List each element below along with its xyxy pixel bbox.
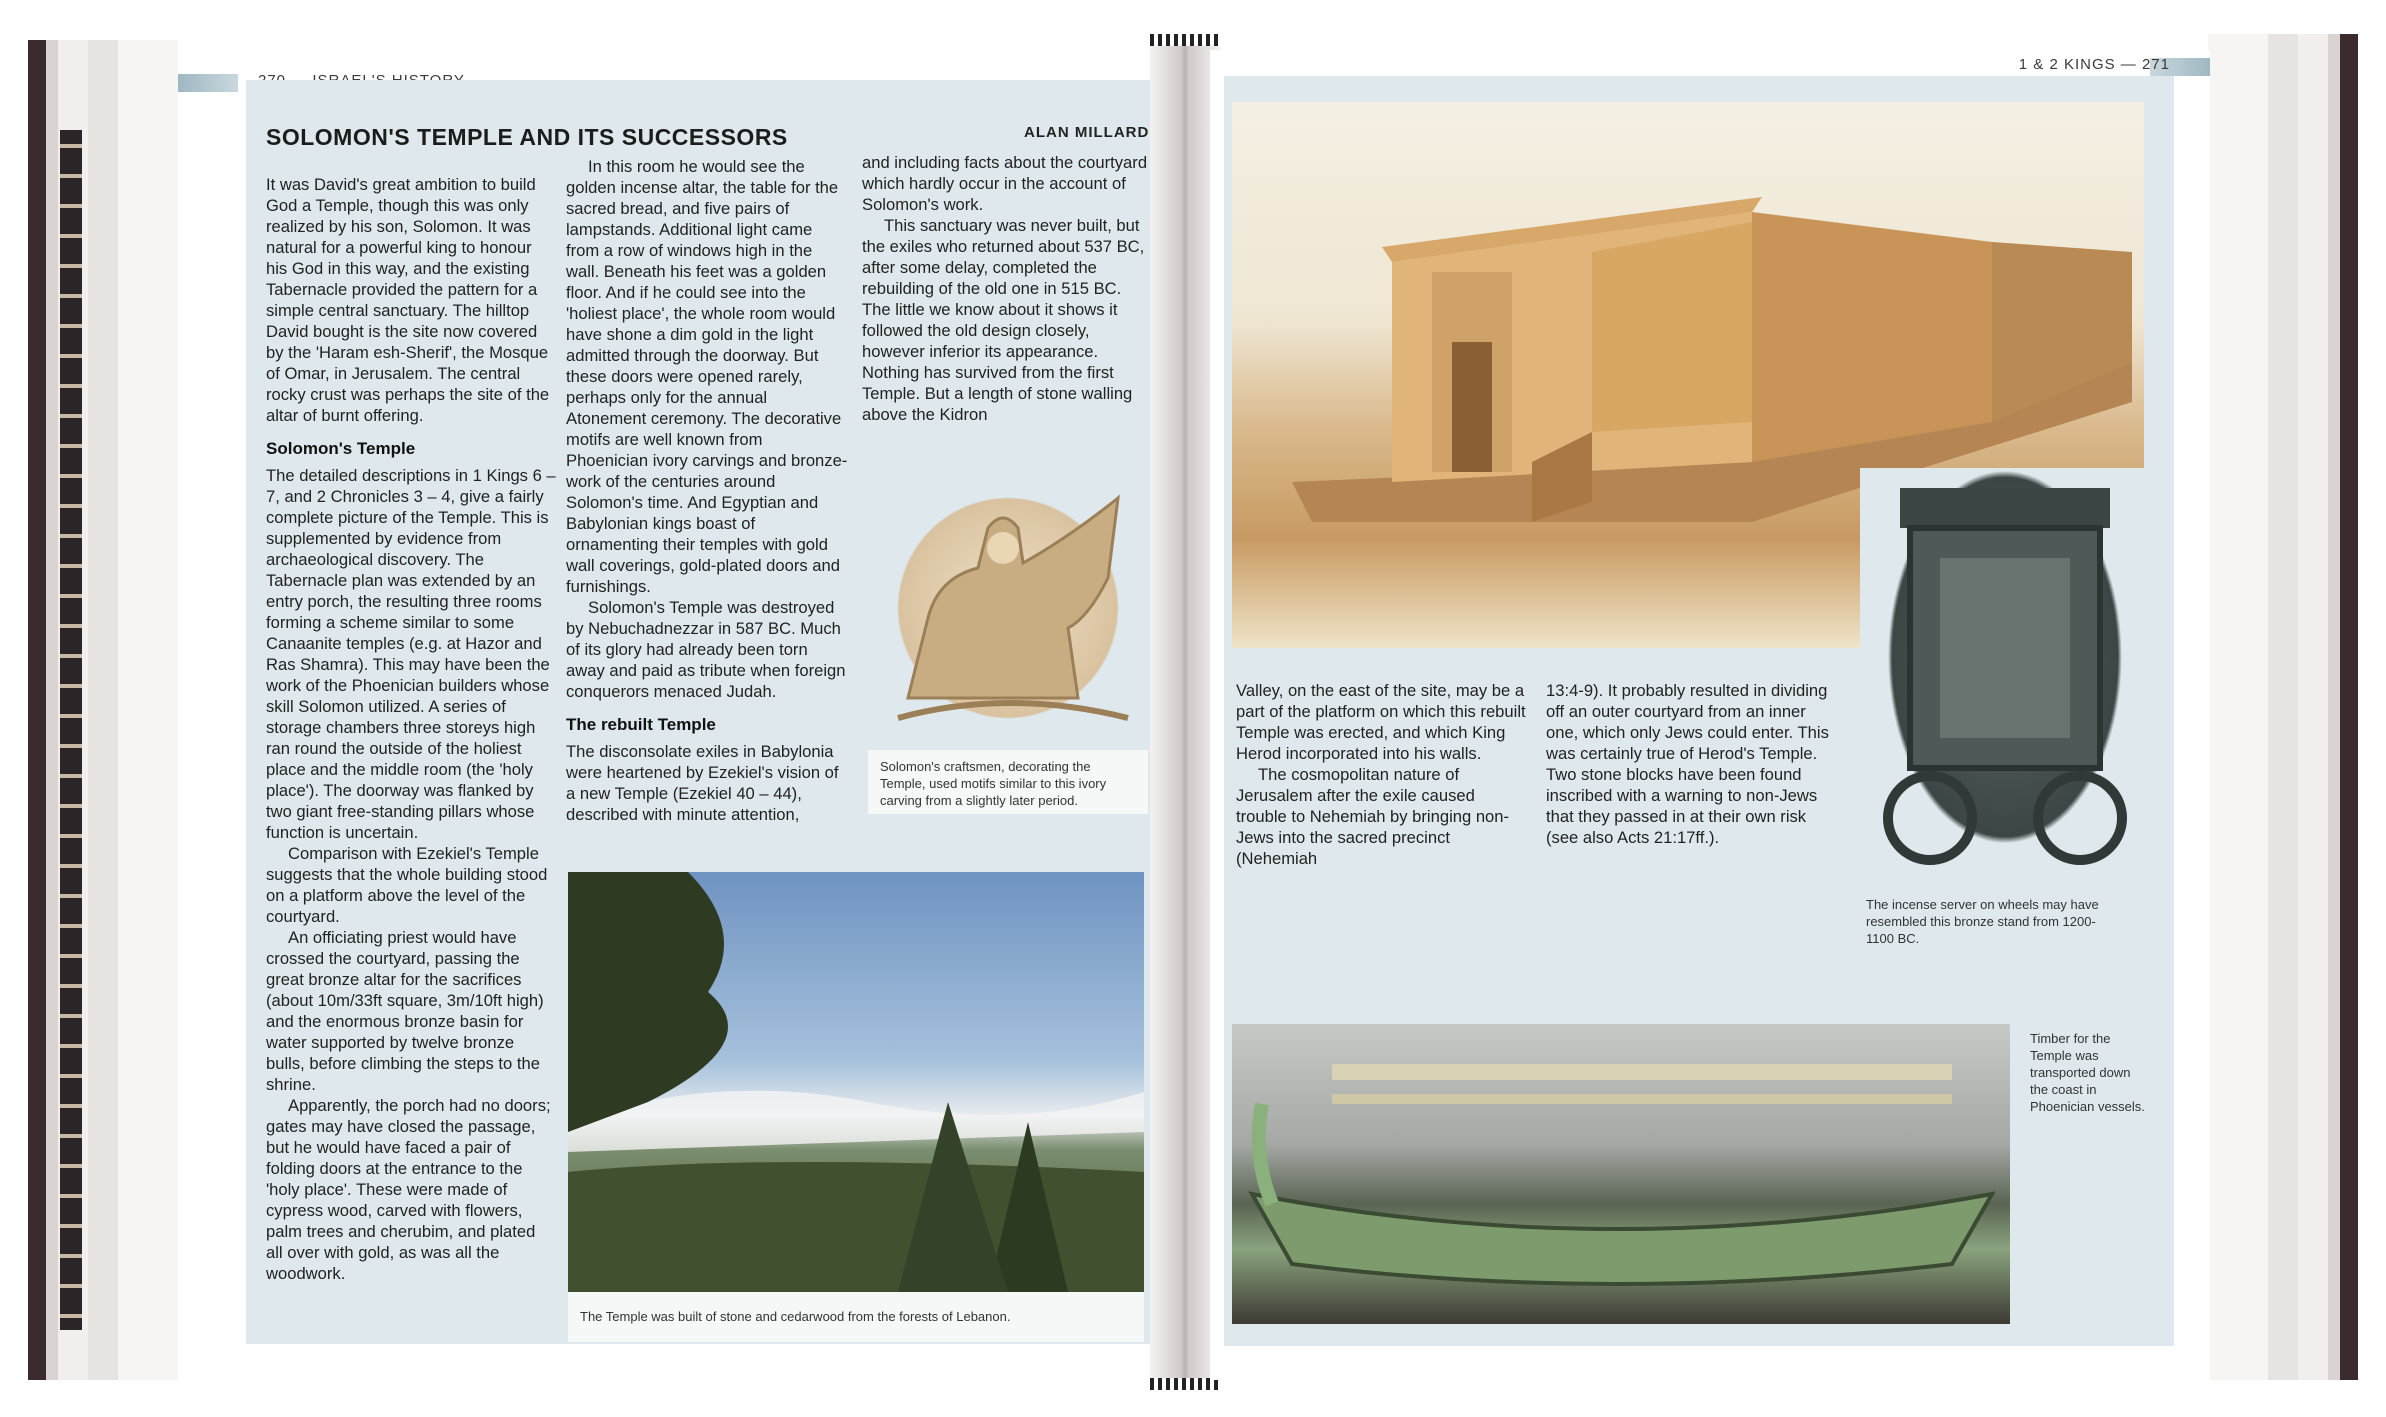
ivory-sphinx-image	[868, 468, 1148, 748]
paragraph: Comparison with Ezekiel's Temple suggests that the whole building stood on a platform above the level of the courtyard.	[266, 844, 548, 926]
right-text-column-1	[1236, 680, 1526, 869]
stand-caption: The incense server on wheels may have resembled this bronze stand from 1200-1100 BC.	[1866, 897, 2099, 946]
paragraph: The cosmopolitan nature of Jerusalem after the exile caused trouble to Nehemiah by bringing non-Jews into the sacred precinct (Nehemiah	[1236, 765, 1510, 868]
text-column-1	[266, 174, 556, 1284]
book-edge-left	[28, 40, 178, 1380]
cedar-caption-box	[568, 1292, 1144, 1342]
bronze-stand-image	[1860, 468, 2150, 888]
spine-headband	[1150, 34, 1220, 46]
ivory-caption: Solomon's craftsmen, decorating the Temple, used motifs similar to this ivory carving from a slightly later period.	[880, 759, 1107, 808]
paragraph: 13:4-9). It probably resulted in dividing off an outer courtyard from an inner one, which only Jews could enter. This was certainly true of Herod's Temple. Two stone blocks have been found inscribed with a warning to non-Jews that they passed in at their own risk (see also Acts 21:17ff.).	[1546, 681, 1829, 847]
paragraph: Apparently, the porch had no doors; gates may have closed the passage, but he would have faced a pair of folding doors at the entrance to the 'holy place'. These were made of cypress wood, carved with flowers, palm trees and cherubim, and plated all over with gold, as was all the woodwork.	[266, 1096, 551, 1283]
book-edge-right	[2208, 34, 2358, 1380]
phoenician-boat-photo	[1232, 1024, 2010, 1324]
paragraph: This sanctuary was never built, but the exiles who returned about 537 BC, after some delay, completed the rebuilding of the old one in 515 BC. The little we know about it shows it followed the old design closely, however inferior its appearance. Nothing has survived from the first Temple. But a length of stone walling above the Kidron	[862, 216, 1145, 424]
subheading: Solomon's Temple	[266, 439, 416, 458]
text-column-2	[566, 156, 848, 825]
paragraph: An officiating priest would have crossed the courtyard, passing the great bronze altar for the sacrifices (about 10m/33ft square, 3m/10ft high) and the enormous bronze basin for water supported by twelve bronze bulls, before climbing the steps to the shrine.	[266, 928, 544, 1094]
ivory-caption-box	[868, 750, 1148, 814]
paragraph: and including facts about the courtyard which hardly occur in the account of Solomon's work.	[862, 153, 1148, 214]
paragraph: Valley, on the east of the site, may be a part of the platform on which this rebuilt Temple was erected, and which King Herod incorporated into his walls.	[1236, 681, 1526, 763]
paragraph: The detailed descriptions in 1 Kings 6 – 7, and 2 Chronicles 3 – 4, give a fairly complete picture of the Temple. This is supplemented by evidence from archaeological discovery. The Tabernacle plan was extended by an entry porch, the resulting three rooms forming a scheme similar to some Canaanite temples (e.g. at Hazor and Ras Shamra). This may have been the work of the Phoenician builders whose skill Solomon utilized. A series of storage chambers three storeys high ran round the outside of the holiest place and the middle room (the 'holy place'). The doorway was flanked by two giant free-standing pillars whose function is uncertain.	[266, 466, 556, 842]
right-page	[1210, 50, 2210, 1380]
cedar-forest-photo	[568, 872, 1144, 1292]
color-tab-left	[178, 74, 238, 92]
boat-caption: Timber for the Temple was transported down the coast in Phoenician vessels.	[2030, 1031, 2145, 1114]
left-page	[178, 60, 1168, 1380]
paragraph: In this room he would see the golden incense altar, the table for the sacred bread, and five pairs of lampstands. Additional light came from a row of windows high in the wall. Beneath his feet was a golden floor. And if he could see into the 'holiest place', the whole room would have shone a dim gold in the light admitted through the doorway. But these doors were opened rarely, perhaps only for the annual Atonement ceremony. The decorative motifs are well known from Phoenician ivory carvings and bronze-work of the centuries around Solomon's time. And Egyptian and Babylonian kings boast of ornamenting their temples with gold wall coverings, gold-plated doors and furnishings.	[566, 157, 848, 596]
cedar-caption: The Temple was built of stone and cedarwood from the forests of Lebanon.	[580, 1309, 1011, 1324]
byline: ALAN MILLARD	[1024, 124, 1150, 141]
article-title: SOLOMON'S TEMPLE AND ITS SUCCESSORS	[266, 124, 788, 150]
paragraph: The disconsolate exiles in Babylonia were heartened by Ezekiel's vision of a new Temple (Ezekiel 40 – 44), described with minute attention,	[566, 742, 839, 824]
paragraph: Solomon's Temple was destroyed by Nebuchadnezzar in 587 BC. Much of its glory had already been torn away and paid as tribute when foreign conquerors menaced Judah.	[566, 598, 846, 701]
text-column-3	[862, 152, 1148, 425]
right-text-column-2	[1546, 680, 1836, 848]
page-edge-strip	[60, 130, 82, 1330]
running-head-right: 1 & 2 KINGS — 271	[2018, 56, 2170, 73]
paragraph: It was David's great ambition to build God a Temple, though this was only realized by his son, Solomon. It was natural for a powerful king to honour his God in this way, and the existing Tabernacle provided the pattern for a simple central sanctuary. The hilltop David bought is the site now covered by the 'Haram esh-Sherif', the Mosque of Omar, in Jerusalem. The central rocky crust was perhaps the site of the altar of burnt offering.	[266, 175, 550, 425]
subheading: The rebuilt Temple	[566, 715, 716, 734]
